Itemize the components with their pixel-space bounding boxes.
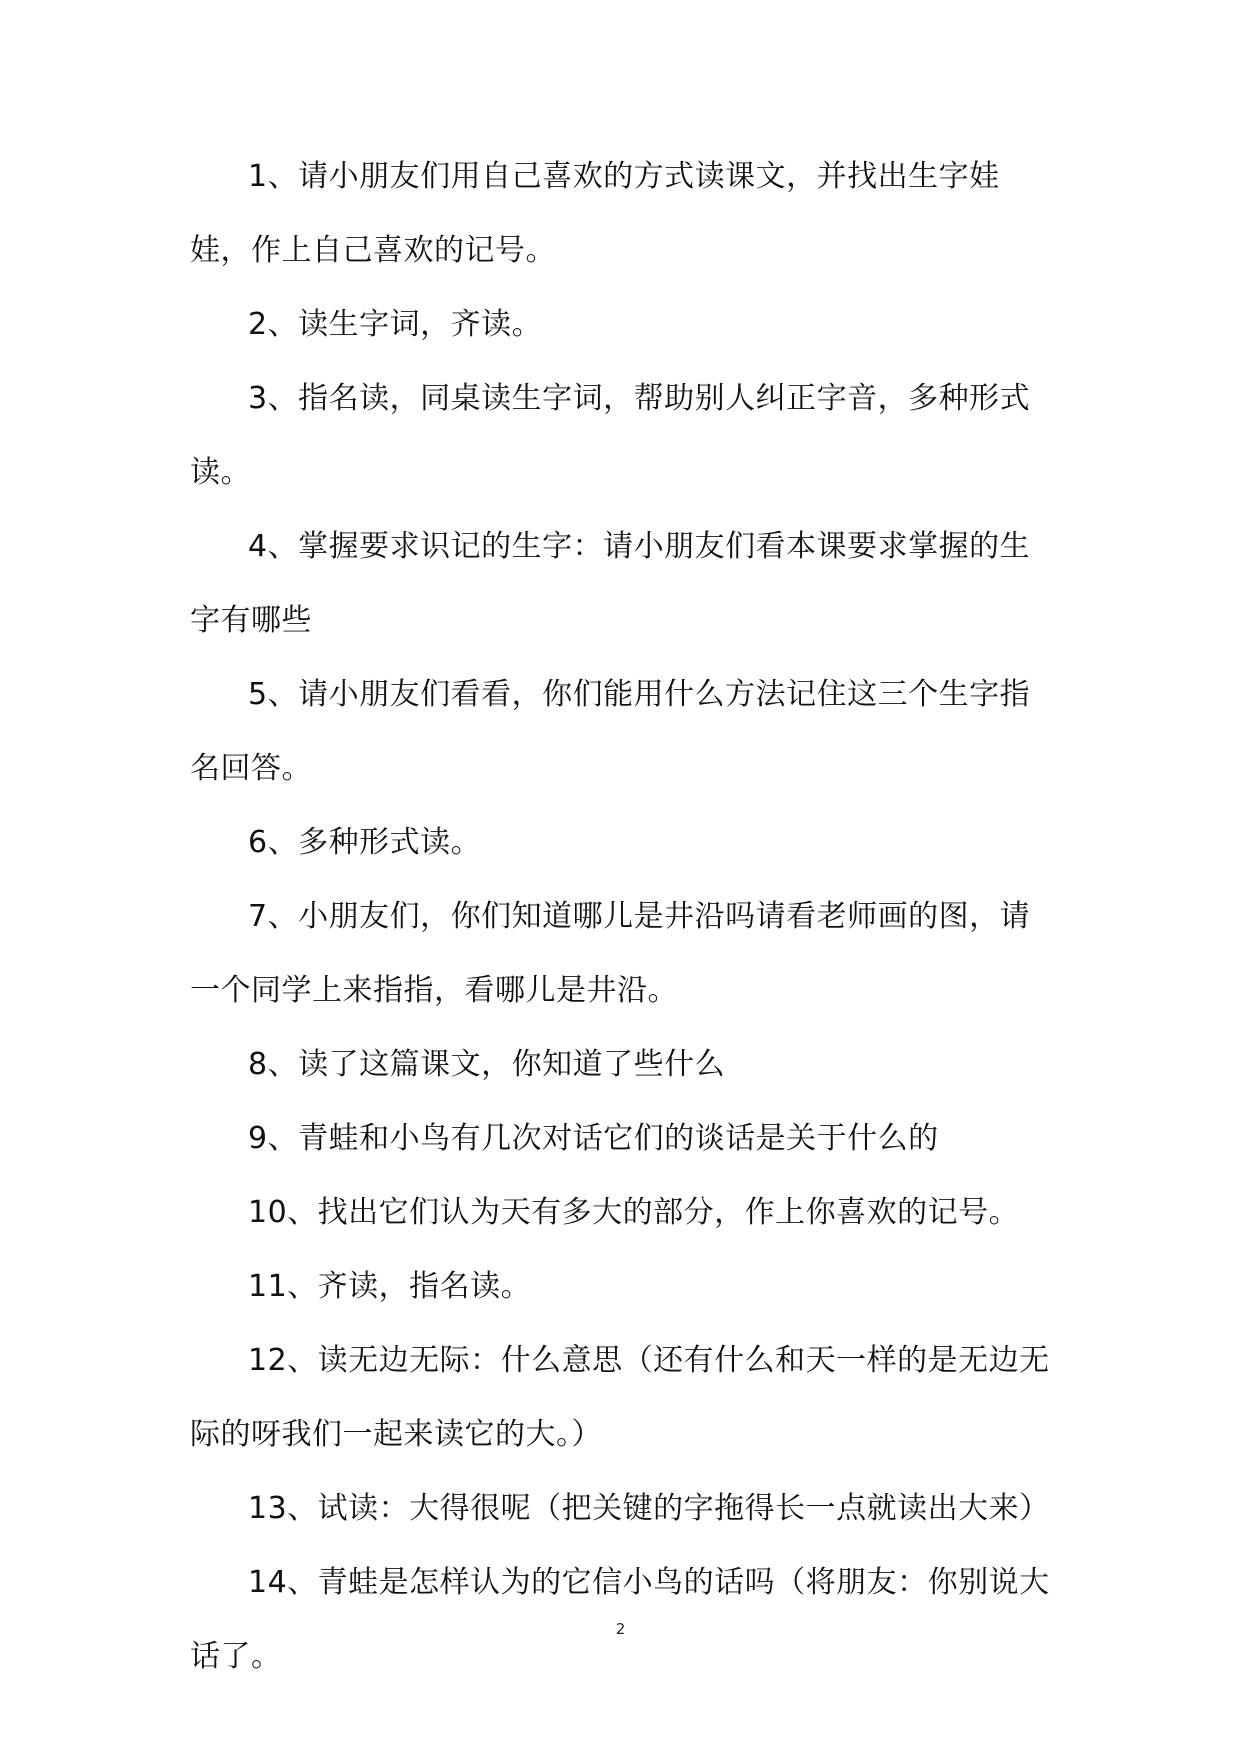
paragraph-11: 11、齐读，指名读。 xyxy=(248,1269,532,1304)
document-body xyxy=(190,140,1060,1694)
paragraph-8: 8、读了这篇课文，你知道了些什么 xyxy=(248,1047,726,1082)
paragraph-13: 13、试读：大得很呢（把关键的字拖得长一点就读出大来） xyxy=(248,1491,1050,1526)
paragraph-14: 14、青蛙是怎样认为的它信小鸟的话吗（将朋友：你别说大话了。 xyxy=(190,1565,1050,1674)
paragraph-7: 7、小朋友们，你们知道哪儿是井沿吗请看老师画的图，请一个同学上来指指，看哪儿是井沿。 xyxy=(190,899,1031,1008)
paragraph-9: 9、青蛙和小鸟有几次对话它们的谈话是关于什么的 xyxy=(248,1121,939,1156)
paragraph-10: 10、找出它们认为天有多大的部分，作上你喜欢的记号。 xyxy=(248,1195,1020,1230)
paragraph-3: 3、指名读，同桌读生字词，帮助别人纠正字音，多种形式读。 xyxy=(190,381,1031,490)
paragraph-1: 1、请小朋友们用自己喜欢的方式读课文，并找出生字娃娃，作上自己喜欢的记号。 xyxy=(190,159,1000,268)
paragraph-5: 5、请小朋友们看看，你们能用什么方法记住这三个生字指名回答。 xyxy=(190,677,1031,786)
paragraph-2: 2、读生字词，齐读。 xyxy=(248,307,543,342)
page-number: 2 xyxy=(615,1620,626,1638)
paragraph-4: 4、掌握要求识记的生字：请小朋友们看本课要求掌握的生字有哪些 xyxy=(190,529,1031,638)
paragraph-6: 6、多种形式读。 xyxy=(248,825,482,860)
paragraph-12: 12、读无边无际：什么意思（还有什么和天一样的是无边无际的呀我们一起来读它的大。） xyxy=(190,1343,1050,1452)
